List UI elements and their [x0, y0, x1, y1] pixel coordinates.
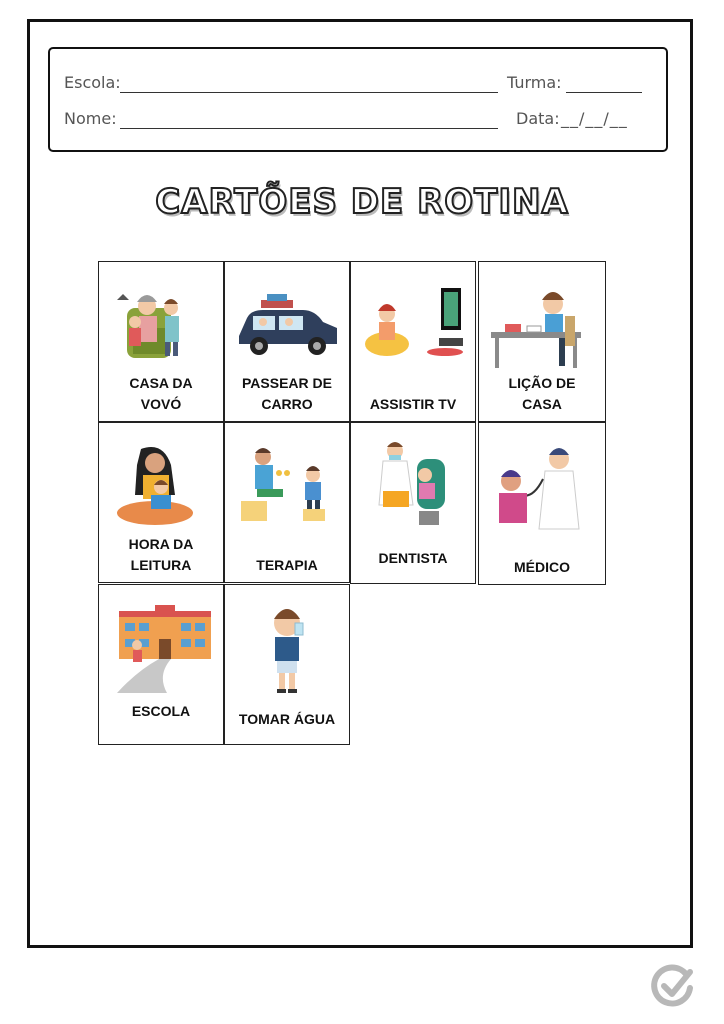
doctor-icon [487, 439, 595, 535]
card-terapia[interactable] [224, 422, 350, 583]
card-licao-de-casa[interactable] [478, 261, 606, 422]
card-label: PASSEAR DE CARRO [242, 375, 332, 412]
card-label: ASSISTIR TV [369, 396, 457, 412]
car-ride-icon [233, 278, 341, 374]
card-label: MÉDICO [514, 559, 570, 575]
homework-icon [487, 278, 595, 374]
header-row-school [64, 73, 652, 95]
card-label: ESCOLA [131, 703, 191, 719]
brand-logo-icon [650, 964, 694, 1008]
name-field[interactable] [120, 128, 498, 129]
grandma-house-icon [107, 278, 215, 374]
card-label: DENTISTA [378, 550, 448, 566]
date-field[interactable]: __/__/__ [561, 109, 628, 128]
header-row-name [64, 109, 652, 131]
name-label: Nome: [64, 109, 117, 128]
card-passear-de-carro[interactable] [224, 261, 350, 422]
header-form [48, 47, 668, 152]
card-casa-da-vovo[interactable] [98, 261, 224, 422]
card-hora-da-leitura[interactable] [98, 422, 224, 583]
dentist-icon [359, 439, 467, 535]
card-label: TERAPIA [256, 557, 318, 573]
card-escola[interactable] [98, 584, 224, 745]
therapy-icon [233, 439, 341, 535]
card-label: HORA DA LEITURA [128, 536, 194, 573]
date-label: Data: [516, 109, 560, 128]
card-assistir-tv[interactable] [350, 261, 476, 422]
card-label: LIÇÃO DE CASA [508, 375, 576, 412]
card-label: TOMAR ÁGUA [238, 711, 336, 727]
drink-water-icon [233, 601, 341, 697]
card-label: CASA DA VOVÓ [129, 375, 193, 412]
class-field[interactable] [566, 92, 642, 93]
card-medico[interactable] [478, 422, 606, 585]
tv-icon [359, 278, 467, 374]
class-label: Turma: [507, 73, 562, 92]
school-label: Escola: [64, 73, 121, 92]
page-title: CARTÕES DE ROTINA [155, 182, 569, 222]
reading-icon [107, 439, 215, 535]
school-icon [107, 601, 215, 697]
school-field[interactable] [120, 92, 498, 93]
card-tomar-agua[interactable] [224, 584, 350, 745]
card-dentista[interactable] [350, 422, 476, 584]
